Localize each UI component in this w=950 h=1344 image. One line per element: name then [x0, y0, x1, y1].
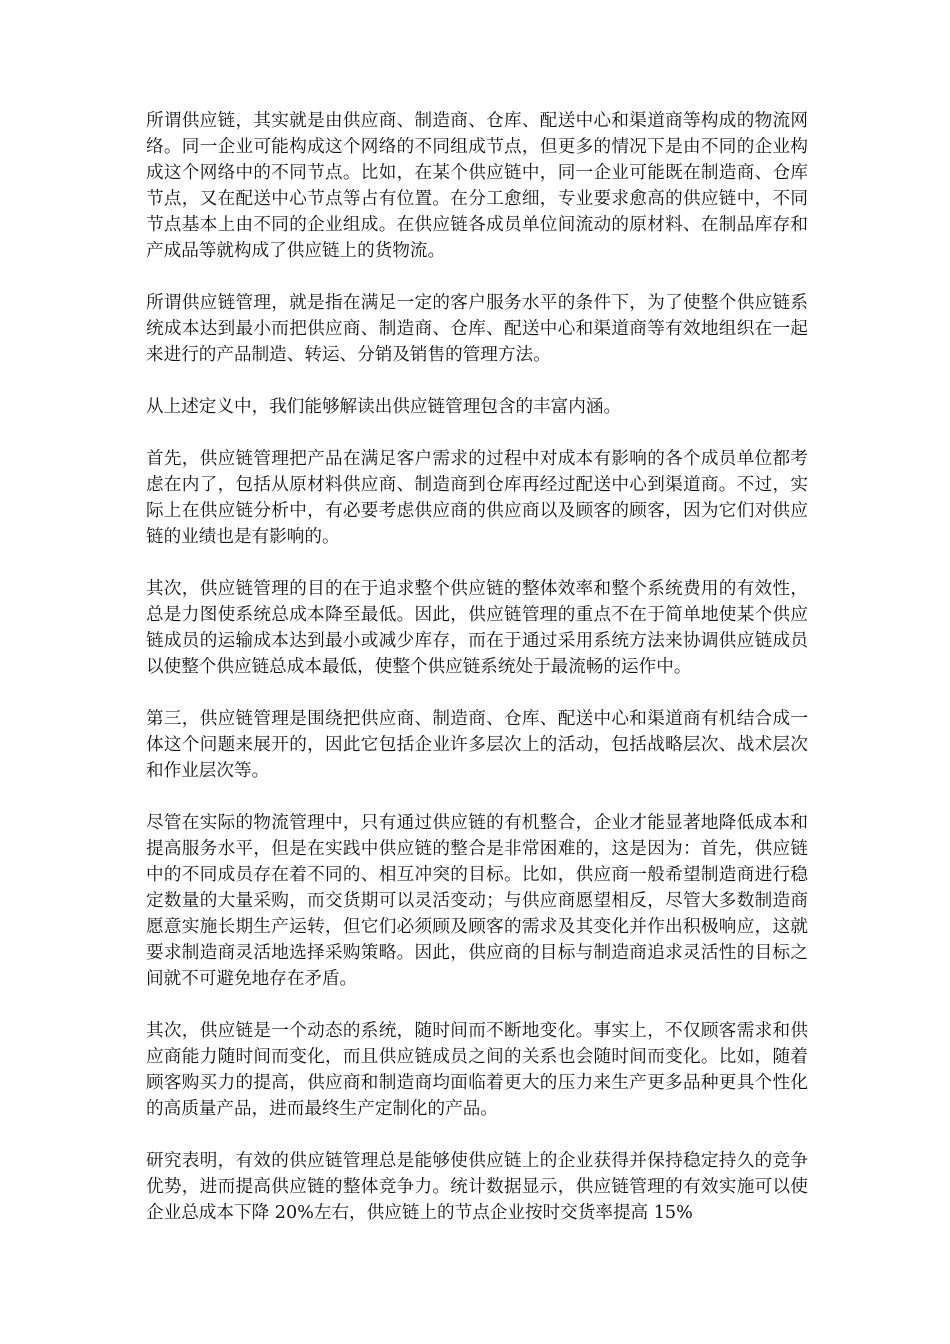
paragraph-connotation-intro: 从上述定义中，我们能够解读出供应链管理包含的丰富内涵。 — [146, 397, 622, 417]
paragraph-scm-definition: 所谓供应链管理，就是指在满足一定的客户服务水平的条件下，为了使整个供应链系统成本达到最小而把供应商、制造商、仓库、配送中心和渠道商等有效地组织在一起来进行的产品制造、转运、分销及销售的管理方法。 — [146, 293, 808, 365]
paragraph-integration-difficulty: 尽管在实际的物流管理中，只有通过供应链的有机整合，企业才能显著地降低成本和提高服务水平，但是在实践中供应链的整合是非常困难的，这是因为：首先，供应链中的不同成员存在着不同的、相互冲突的目标。比如，供应商一般希望制造商进行稳定数量的大量采购，而交货期可以灵活变动；与供应商愿望相反，尽管大多数制造商愿意实施长期生产运转，但它们必须顾及顾客的需求及其变化并作出积极响应，这就要求制造商灵活地选择采购策略。因此，供应商的目标与制造商追求灵活性的目标之间就不可避免地存在矛盾。 — [146, 813, 808, 989]
paragraph-first-point: 首先，供应链管理把产品在满足客户需求的过程中对成本有影响的各个成员单位都考虑在内了，包括从原材料供应商、制造商到仓库再经过配送中心到渠道商。不过，实际上在供应链分析中，有必要考虑供应商的供应商以及顾客的顾客，因为它们对供应链的业绩也是有影响的。 — [146, 449, 808, 547]
paragraph-second-point: 其次，供应链管理的目的在于追求整个供应链的整体效率和整个系统费用的有效性，总是力图使系统总成本降至最低。因此，供应链管理的重点不在于简单地使某个供应链成员的运输成本达到最小或减少库存，而在于通过采用系统方法来协调供应链成员以使整个供应链总成本最低，使整个供应链系统处于最流畅的运作中。 — [146, 579, 808, 677]
document-body — [146, 108, 808, 1252]
paragraph-dynamic-system: 其次，供应链是一个动态的系统，随时间而不断地变化。事实上，不仅顾客需求和供应商能力随时间而变化，而且供应链成员之间的关系也会随时间而变化。比如，随着顾客购买力的提高，供应商和制造商均面临着更大的压力来生产更多品种更具个性化的高质量产品，进而最终生产定制化的产品。 — [146, 1021, 808, 1119]
paragraph-research-findings: 研究表明，有效的供应链管理总是能够使供应链上的企业获得并保持稳定持久的竞争优势，进而提高供应链的整体竞争力。统计数据显示，供应链管理的有效实施可以使企业总成本下降 20%左右，供应链上的节点企业按时交货率提高 15% — [146, 1151, 808, 1223]
paragraph-supply-chain-definition: 所谓供应链，其实就是由供应商、制造商、仓库、配送中心和渠道商等构成的物流网络。同一企业可能构成这个网络的不同组成节点，但更多的情况下是由不同的企业构成这个网络中的不同节点。比如，在某个供应链中，同一企业可能既在制造商、仓库节点，又在配送中心节点等占有位置。在分工愈细，专业要求愈高的供应链中，不同节点基本上由不同的企业组成。在供应链各成员单位间流动的原材料、在制品库存和产成品等就构成了供应链上的货物流。 — [146, 111, 808, 261]
paragraph-third-point: 第三，供应链管理是围绕把供应商、制造商、仓库、配送中心和渠道商有机结合成一体这个问题来展开的，因此它包括企业许多层次上的活动，包括战略层次、战术层次和作业层次等。 — [146, 709, 808, 781]
